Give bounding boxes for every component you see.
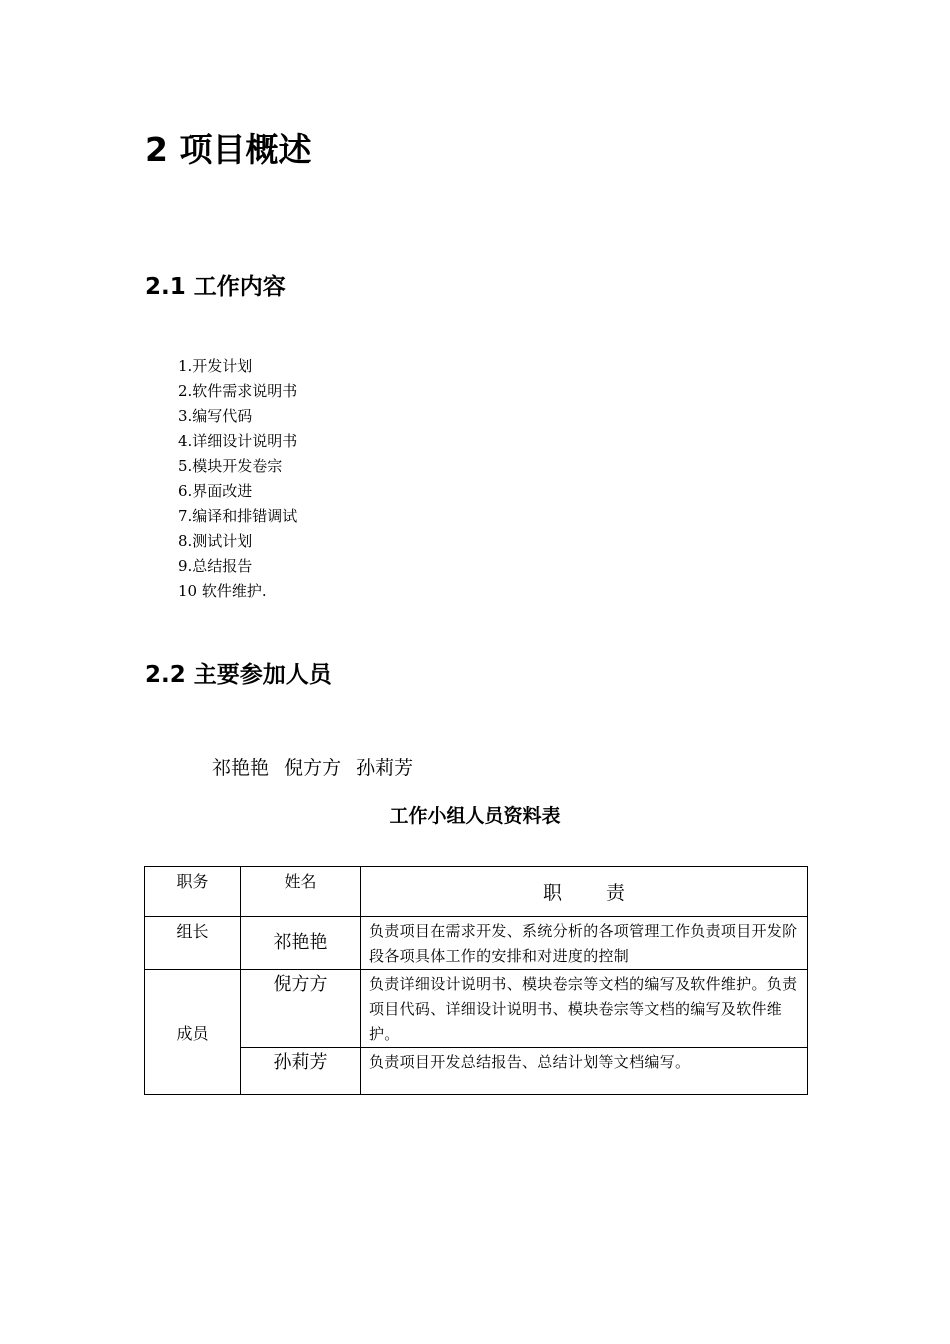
header-duty bbox=[361, 867, 808, 917]
name-cell: 祁艳艳 bbox=[241, 917, 361, 970]
table-row bbox=[145, 1048, 808, 1095]
name-cell: 倪方方 bbox=[241, 970, 361, 1048]
table-row bbox=[145, 917, 808, 970]
list-item: 2.软件需求说明书 bbox=[178, 382, 298, 400]
role-cell: 组长 bbox=[145, 917, 241, 970]
section-title-people: 2.2 主要参加人员 bbox=[145, 662, 332, 688]
list-item: 5.模块开发卷宗 bbox=[178, 457, 283, 475]
duty-cell: 负责项目开发总结报告、总结计划等文档编写。 bbox=[361, 1048, 808, 1095]
header-role: 职务 bbox=[145, 867, 241, 917]
header-duty-char: 职 bbox=[542, 882, 562, 904]
duty-cell: 负责详细设计说明书、模块卷宗等文档的编写及软件维护。负责项目代码、详细设计说明书、模块卷宗等文档的编写及软件维护。 bbox=[361, 970, 808, 1048]
list-item: 6.界面改进 bbox=[178, 482, 253, 500]
duty-cell: 负责项目在需求开发、系统分析的各项管理工作负责项目开发阶段各项具体工作的安排和对进度的控制 bbox=[361, 917, 808, 970]
staff-table bbox=[144, 866, 808, 1095]
role-cell: 成员 bbox=[145, 970, 241, 1095]
table-title: 工作小组人员资料表 bbox=[389, 805, 561, 827]
header-name: 姓名 bbox=[241, 867, 361, 917]
list-item: 3.编写代码 bbox=[178, 407, 253, 425]
member-names bbox=[212, 753, 422, 783]
table-row bbox=[145, 970, 808, 1048]
list-item: 10 软件维护. bbox=[178, 582, 267, 600]
table-header-row bbox=[145, 867, 808, 917]
list-item: 4.详细设计说明书 bbox=[178, 432, 298, 450]
member-name: 倪方方 bbox=[284, 757, 342, 779]
work-content-list bbox=[178, 354, 297, 604]
list-item: 8.测试计划 bbox=[178, 532, 253, 550]
name-cell: 孙莉芳 bbox=[241, 1048, 361, 1095]
list-item: 9.总结报告 bbox=[178, 557, 253, 575]
list-item: 1.开发计划 bbox=[178, 357, 253, 375]
page-title: 2 项目概述 bbox=[145, 130, 312, 169]
header-duty-char: 责 bbox=[606, 882, 626, 904]
section-title-work: 2.1 工作内容 bbox=[145, 274, 286, 300]
member-name: 孙莉芳 bbox=[356, 757, 414, 779]
member-name: 祁艳艳 bbox=[212, 757, 270, 779]
list-item: 7.编译和排错调试 bbox=[178, 507, 298, 525]
